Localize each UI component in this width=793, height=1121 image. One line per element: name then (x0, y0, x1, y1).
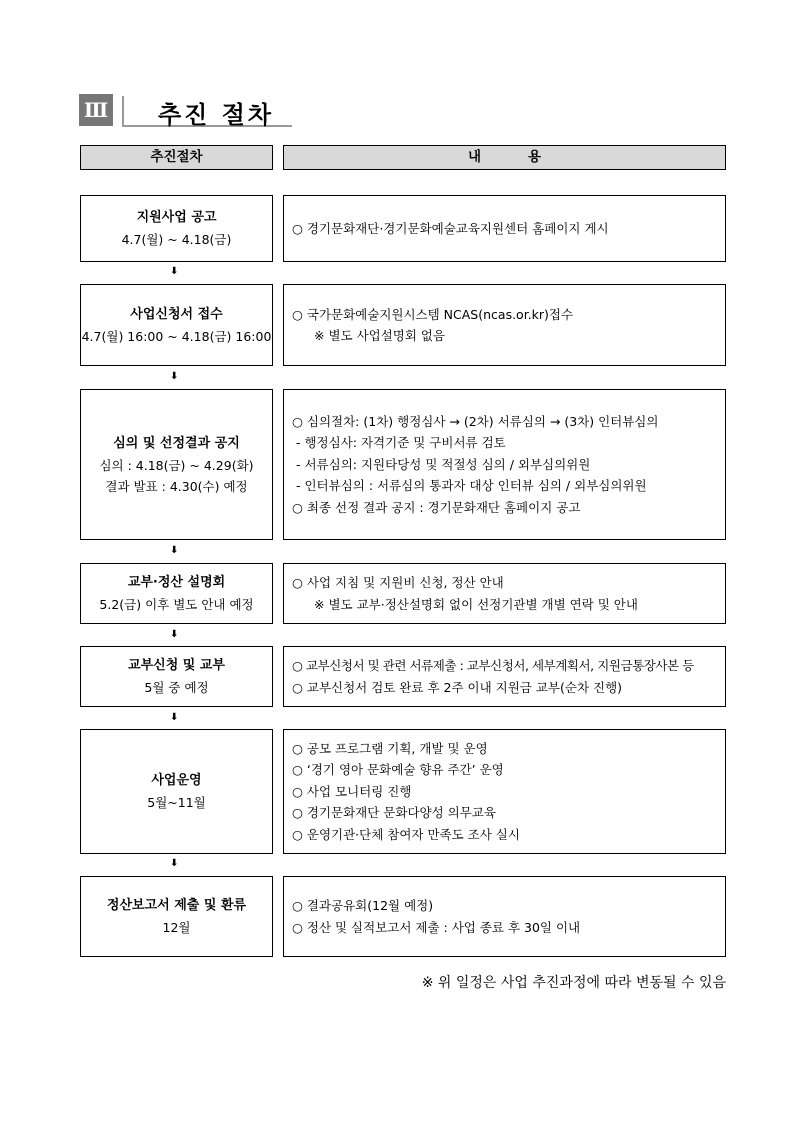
step-5-title: 교부신청 및 교부 (128, 658, 225, 673)
step-4-note: ※ 별도 교부·정산설명회 없이 선정기관별 개별 연락 및 안내 (314, 596, 638, 612)
step-7-item-2: ○ 정산 및 실적보고서 제출 : 사업 종료 후 30일 이내 (292, 919, 581, 935)
step-3-item-5: ○ 최종 선정 결과 공지 : 경기문화재단 홈페이지 공고 (292, 499, 581, 515)
step-1-period: 4.7(월) ~ 4.18(금) (121, 232, 232, 247)
step-5-period: 5월 중 예정 (144, 680, 209, 695)
flow-arrow-icon: ⬇ (170, 629, 179, 640)
step-6-period: 5월~11월 (147, 795, 206, 810)
step-6-item-2: ○ ‘경기 영아 문화예술 향유 주간’ 운영 (292, 762, 504, 778)
step-2-item-1: ○ 국가문화예술지원시스템 NCAS(ncas.or.kr)접수 (292, 306, 574, 322)
step-3-review-period: 심의 : 4.18(금) ~ 4.29(화) (99, 457, 254, 473)
step-4-period: 5.2(금) 이후 별도 안내 예정 (99, 597, 254, 612)
flow-arrow-icon: ⬇ (170, 712, 179, 723)
flow-arrow-icon: ⬇ (170, 371, 179, 382)
step-3-result-date: 결과 발표 : 4.30(수) 예정 (105, 478, 248, 494)
step-6-item-3: ○ 사업 모니터링 진행 (292, 783, 412, 799)
section-title: 추진 절차 (158, 101, 275, 129)
step-3-content-box (283, 389, 726, 540)
step-3-item-2: - 행정심사: 자격기준 및 구비서류 검토 (296, 435, 506, 451)
table-header-procedure: 추진절차 (80, 145, 273, 170)
step-6-title: 사업운영 (151, 773, 202, 788)
section-title-vertical-line (122, 96, 124, 126)
step-3-procedure-box (80, 389, 273, 540)
flow-arrow-icon: ⬇ (170, 266, 179, 277)
step-7-title: 정산보고서 제출 및 환류 (106, 898, 247, 913)
step-2-procedure-box (80, 284, 273, 366)
step-3-item-3: - 서류심의: 지원타당성 및 적절성 심의 / 외부심의위원 (296, 456, 591, 472)
step-7-content-box (283, 876, 726, 957)
step-6-item-4: ○ 경기문화재단 문화다양성 의무교육 (292, 805, 496, 821)
step-5-content-box (283, 646, 726, 707)
step-7-period: 12월 (162, 920, 191, 935)
step-4-item-1: ○ 사업 지침 및 지원비 신청, 정산 안내 (292, 575, 504, 590)
step-2-period: 4.7(월) 16:00 ~ 4.18(금) 16:00 (81, 328, 272, 344)
step-6-item-5: ○ 운영기관·단체 참여자 만족도 조사 실시 (292, 826, 520, 842)
step-5-item-1: ○ 교부신청서 및 관련 서류제출 : 교부신청서, 세부계획서, 지원금통장사본 등 (292, 658, 694, 673)
step-3-title: 심의 및 선정결과 공지 (113, 435, 240, 451)
schedule-change-footnote: ※ 위 일정은 사업 추진과정에 따라 변동될 수 있음 (421, 975, 726, 991)
section-number-badge: Ⅲ (79, 94, 113, 126)
step-5-item-2: ○ 교부신청서 검토 완료 후 2주 이내 지원금 교부(순차 진행) (292, 679, 623, 695)
step-1-item-1: ○ 경기문화재단·경기문화예술교육지원센터 홈페이지 게시 (292, 220, 609, 236)
step-4-procedure-box (80, 563, 273, 624)
step-6-item-1: ○ 공모 프로그램 기획, 개발 및 운영 (292, 740, 488, 756)
step-6-procedure-box (80, 729, 273, 854)
step-2-content-box (283, 284, 726, 366)
step-2-title: 사업신청서 접수 (130, 306, 223, 322)
step-1-title: 지원사업 공고 (136, 210, 217, 225)
step-3-item-1: ○ 심의절차: (1차) 행정심사 → (2차) 서류심의 → (3차) 인터뷰심의 (292, 413, 659, 429)
step-6-content-box (283, 729, 726, 854)
step-2-note: ※ 별도 사업설명회 없음 (314, 328, 446, 343)
step-4-title: 교부·정산 설명회 (127, 575, 226, 590)
table-header-content: 내 용 (283, 145, 726, 170)
step-7-item-1: ○ 결과공유회(12월 예정) (292, 898, 434, 913)
step-1-content-box (283, 195, 726, 262)
step-5-procedure-box (80, 646, 273, 707)
step-3-item-4: - 인터뷰심의 : 서류심의 통과자 대상 인터뷰 심의 / 외부심의위원 (296, 478, 647, 494)
flow-arrow-icon: ⬇ (170, 858, 179, 869)
step-1-procedure-box (80, 195, 273, 262)
flow-arrow-icon: ⬇ (170, 545, 179, 556)
step-7-procedure-box (80, 876, 273, 957)
step-4-content-box (283, 563, 726, 624)
